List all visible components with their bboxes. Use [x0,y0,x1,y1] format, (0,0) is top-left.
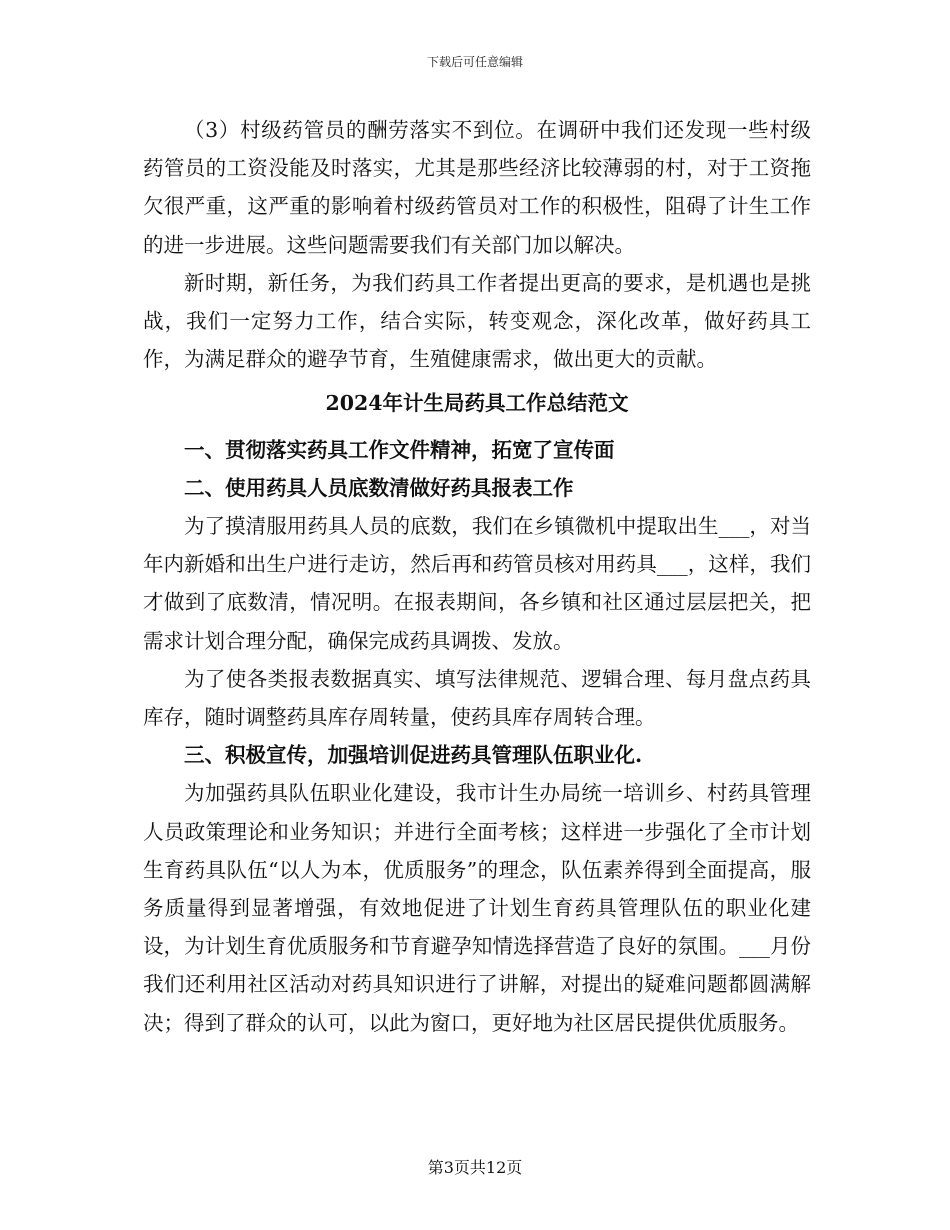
page-header: 下载后可任意编辑 [426,55,523,69]
document-body [143,111,811,1042]
document-title: 2024年计生局药具工作总结范文 [325,391,629,416]
page-footer: 第3页共12页 [427,1158,523,1177]
section-heading-1: 一、贯彻落实药具工作文件精神，拓宽了宣传面 [184,437,615,462]
section-heading-3: 三、积极宣传，加强培训促进药具管理队伍职业化. [184,743,643,768]
paragraph-village-pay: （3）村级药管员的酬劳落实不到位。在调研中我们还发现一些村级药管员的工资没能及时落实，尤其是那些经济比较薄弱的村，对于工资拖欠很严重，这严重的影响着村级药管员对工作的积极性，阻碍了计生工作的进一步进展。这些问题需要我们有关部门加以解决。 [143,118,811,257]
paragraph-training: 为加强药具队伍职业化建设，我市计生办局统一培训乡、村药具管理人员政策理论和业务知识；并进行全面考核；这样进一步强化了全市计划生育药具队伍“以人为本，优质服务”的理念，队伍素养得到全面提高，服务质量得到显著增强，有效地促进了计划生育药具管理队伍的职业化建设，为计划生育优质服务和节育避孕知情选择营造了良好的氛围。___月份我们还利用社区活动对药具知识进行了讲解，对提出的疑难问题都圆满解决；得到了群众的认可，以此为窗口，更好地为社区居民提供优质服务。 [143,781,811,1035]
paragraph-new-era: 新时期，新任务，为我们药具工作者提出更高的要求，是机遇也是挑战，我们一定努力工作，结合实际，转变观念，深化改革，做好药具工作，为满足群众的避孕节育，生殖健康需求，做出更大的贡献。 [143,270,811,372]
section-heading-2: 二、使用药具人员底数清做好药具报表工作 [184,475,574,500]
paragraph-headcount: 为了摸清服用药具人员的底数，我们在乡镇微机中提取出生___，对当年内新婚和出生户进行走访，然后再和药管员核对用药具___，这样，我们才做到了底数清，情况明。在报表期间，各乡镇和社区通过层层把关，把需求计划合理分配，确保完成药具调拨、发放。 [143,514,811,653]
paragraph-reports: 为了使各类报表数据真实、填写法律规范、逻辑合理、每月盘点药具库存，随时调整药具库存周转量，使药具库存周转合理。 [143,666,811,730]
